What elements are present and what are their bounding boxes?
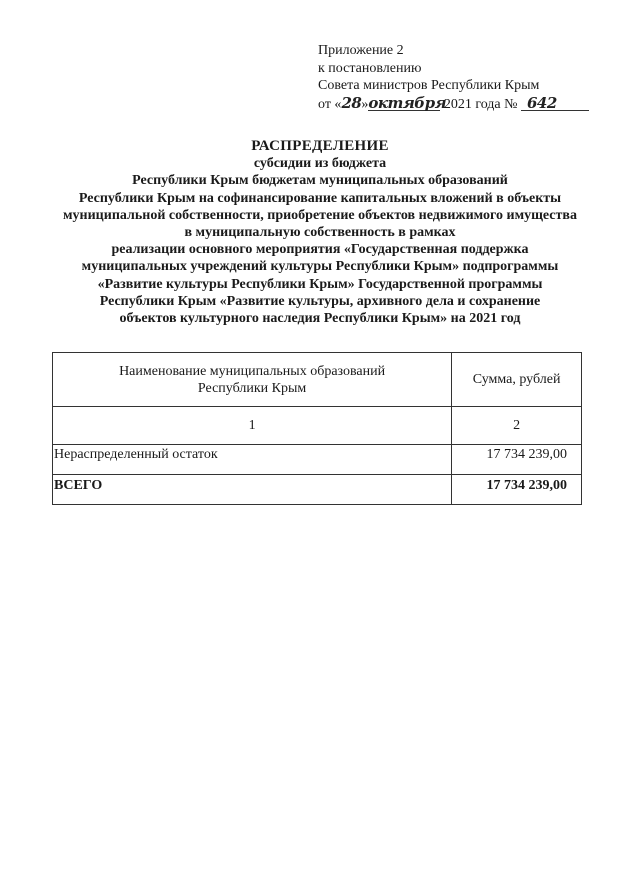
title-line-10: объектов культурного наследия Республики Крым» на 2021 год bbox=[119, 311, 521, 327]
date-prefix: от « bbox=[318, 96, 342, 112]
title-line-5: в муниципальную собственность в рамках bbox=[184, 225, 456, 241]
title-line-3: Республики Крым на софинансирование капитальных вложений в объекты bbox=[78, 190, 562, 206]
column-number-2: 2 bbox=[452, 407, 582, 445]
title-line-6: реализации основного мероприятия «Государственная поддержка bbox=[111, 242, 529, 258]
handwritten-doc-number: 642 bbox=[521, 96, 589, 111]
title-line-9: Республики Крым «Развитие культуры, архивного дела и сохранение bbox=[99, 293, 541, 309]
total-sum-cell: 17 734 239,00 bbox=[452, 475, 582, 505]
title-line-4: муниципальной собственности, приобретение объектов недвижимого имущества bbox=[63, 207, 577, 223]
header-sum-cell: Сумма, рублей bbox=[452, 353, 582, 407]
total-row bbox=[53, 475, 582, 505]
appendix-date-line bbox=[318, 95, 618, 114]
date-year-text: 2021 года № bbox=[443, 96, 518, 112]
title-line-1: субсидии из бюджета bbox=[253, 156, 387, 172]
title-line-8: «Развитие культуры Республики Крым» Государственной программы bbox=[97, 276, 543, 292]
appendix-line-1: Приложение 2 bbox=[318, 43, 404, 58]
appendix-line-3: Совета министров Республики Крым bbox=[318, 78, 540, 93]
title-line-7: муниципальных учреждений культуры Республики Крым» подпрограммы bbox=[81, 259, 559, 275]
appendix-line-2: к постановлению bbox=[318, 60, 422, 76]
row-sum-cell: 17 734 239,00 bbox=[452, 445, 582, 475]
header-name-line-2: Республики Крым bbox=[197, 380, 307, 396]
handwritten-month: октября bbox=[368, 93, 447, 112]
row-name-cell: Нераспределенный остаток bbox=[53, 445, 452, 475]
distribution-table bbox=[52, 352, 582, 505]
header-name-line-1: Наименование муниципальных образований bbox=[119, 363, 386, 379]
document-title-block bbox=[20, 138, 620, 327]
table-row bbox=[53, 445, 582, 475]
header-name-cell bbox=[53, 353, 452, 407]
title-line-2: Республики Крым бюджетам муниципальных образований bbox=[132, 173, 508, 189]
date-quote-close: » bbox=[361, 96, 369, 112]
total-label-cell: ВСЕГО bbox=[53, 475, 452, 505]
document-title: РАСПРЕДЕЛЕНИЕ bbox=[251, 138, 389, 154]
table-header-row bbox=[53, 353, 582, 407]
column-number-row bbox=[53, 407, 582, 445]
column-number-1: 1 bbox=[53, 407, 452, 445]
handwritten-day: 28 bbox=[341, 93, 362, 112]
appendix-header bbox=[318, 42, 618, 113]
